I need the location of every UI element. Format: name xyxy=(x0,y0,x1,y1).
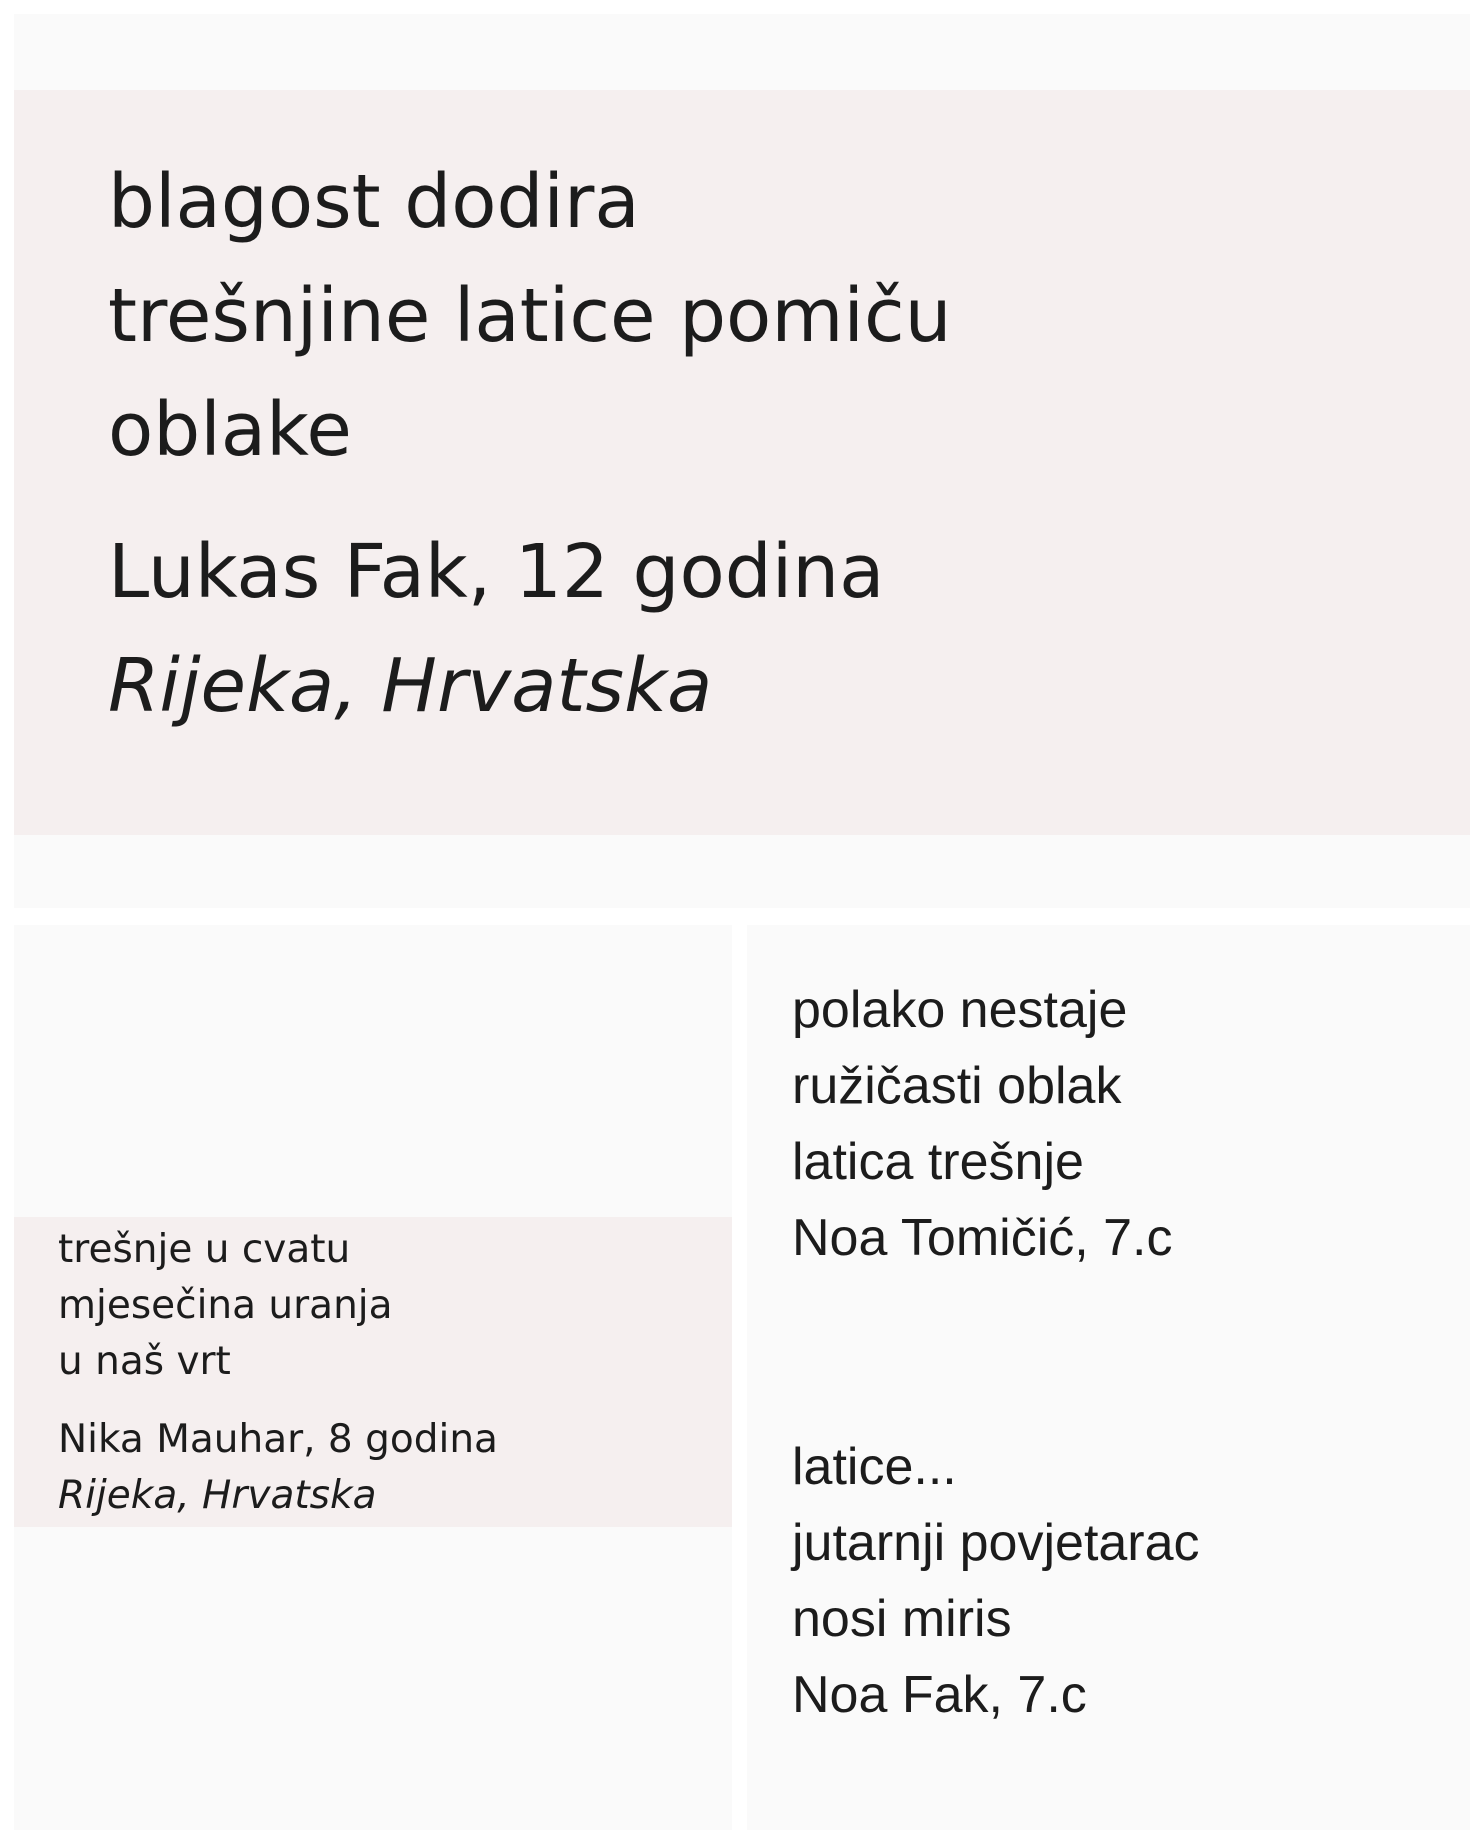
haiku-1-place: Rijeka, Hrvatska xyxy=(108,643,713,729)
haiku-2-line-1: trešnje u cvatu xyxy=(58,1227,351,1272)
haiku-4-line-2: jutarnji povjetarac xyxy=(792,1514,1200,1572)
haiku-2-credit xyxy=(58,1412,498,1524)
haiku-1-credit xyxy=(108,515,885,743)
haiku-4-author: Noa Fak, 7.c xyxy=(792,1666,1087,1724)
haiku-2-line-2: mjesečina uranja xyxy=(58,1283,393,1328)
haiku-3-line-1: polako nestaje xyxy=(792,981,1128,1039)
haiku-1-line-1: blagost dodira xyxy=(108,159,640,245)
haiku-4-line-3: nosi miris xyxy=(792,1590,1012,1648)
haiku-3-line-3: latica trešnje xyxy=(792,1133,1084,1191)
haiku-2-line-3: u naš vrt xyxy=(58,1339,231,1384)
haiku-2-author: Nika Mauhar, 8 godina xyxy=(58,1417,498,1462)
haiku-2-place: Rijeka, Hrvatska xyxy=(58,1473,377,1518)
haiku-3-line-2: ružičasti oblak xyxy=(792,1057,1122,1115)
haiku-4-line-1: latice... xyxy=(792,1438,957,1496)
haiku-4-text xyxy=(792,1429,1200,1733)
haiku-1-line-2: trešnjine latice pomiču xyxy=(108,273,952,359)
haiku-1-author: Lukas Fak, 12 godina xyxy=(108,529,885,615)
haiku-1-text xyxy=(108,145,952,487)
haiku-1-line-3: oblake xyxy=(108,387,352,473)
haiku-2-text xyxy=(58,1222,393,1390)
haiku-3-author: Noa Tomičić, 7.c xyxy=(792,1209,1173,1267)
haiku-3-text xyxy=(792,972,1173,1276)
